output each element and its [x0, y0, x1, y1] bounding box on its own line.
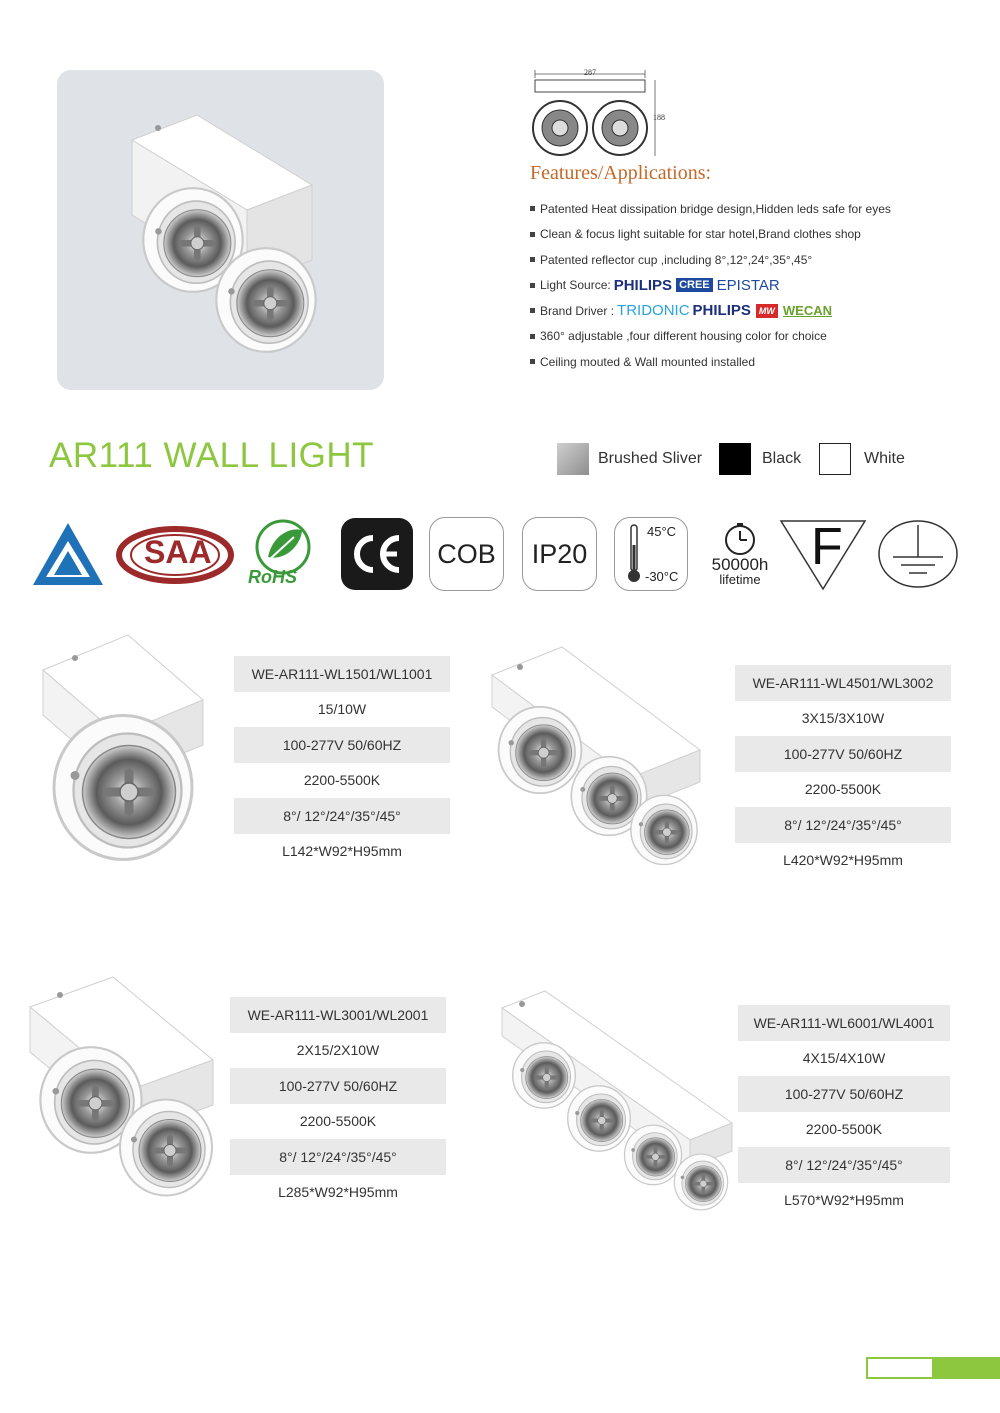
spec-cct: 2200-5500K: [804, 781, 882, 798]
feature-item: Ceiling mouted & Wall mounted installed: [530, 349, 980, 375]
temperature-badge: [614, 517, 688, 591]
page-tab-inner: [868, 1359, 932, 1377]
dim-width-label: 287: [584, 68, 596, 77]
tridonic-logo: TRIDONIC: [617, 302, 690, 320]
thermometer-icon: [624, 523, 644, 585]
product-title: AR111 WALL LIGHT: [49, 436, 375, 475]
meanwell-logo: MW: [756, 304, 778, 318]
dim-height-label: 188: [653, 113, 665, 122]
twin-wall-light-illustration: [57, 70, 384, 390]
swatch-brushed-silver: [557, 443, 589, 475]
feature-brand-driver: [530, 298, 980, 324]
spec-power: 2X15/2X10W: [296, 1042, 380, 1059]
rohs-leaf-icon: [244, 517, 322, 591]
feature-item: Patented Heat dissipation bridge design,Hidden leds safe for eyes: [530, 196, 980, 222]
lifetime-label: lifetime: [719, 571, 761, 587]
saa-text: SAA: [144, 534, 212, 570]
spec-table-4: [738, 1005, 950, 1218]
cree-logo: CREE: [676, 278, 713, 292]
spec-power: 15/10W: [317, 701, 367, 718]
swatch-label-black: Black: [762, 450, 802, 467]
lifetime-badge: [704, 517, 776, 591]
f-mark-text: F: [811, 518, 843, 576]
cob-badge: COB: [429, 517, 504, 591]
tuv-triangle-icon: [30, 517, 106, 591]
temp-high: 45°C: [647, 524, 677, 539]
spec-voltage: 100-277V 50/60HZ: [234, 727, 450, 763]
feature-item: Patented reflector cup ,including 8°,12°,24°,35°,45°: [530, 247, 980, 273]
spec-size: L570*W92*H95mm: [784, 1192, 904, 1209]
f-mark-icon: [779, 517, 867, 591]
features-list: [530, 196, 980, 375]
ip20-badge: IP20: [522, 517, 597, 591]
spec-size: L142*W92*H95mm: [282, 843, 402, 860]
lifetime-hours: 50000h: [711, 554, 769, 574]
spec-beam: 8°/ 12°/24°/35°/45°: [735, 807, 951, 843]
spec-model: WE-AR111-WL1501/WL1001: [234, 656, 450, 692]
spec-size: L420*W92*H95mm: [783, 852, 903, 869]
spec-table-3: [230, 997, 446, 1210]
saa-mark: [116, 517, 234, 591]
spec-voltage: 100-277V 50/60HZ: [735, 736, 951, 772]
dimension-drawing: [527, 66, 667, 162]
spec-model: WE-AR111-WL3001/WL2001: [230, 997, 446, 1033]
spec-beam: 8°/ 12°/24°/35°/45°: [230, 1139, 446, 1175]
swatch-label-silver: Brushed Sliver: [598, 450, 703, 467]
spec-table-2: [735, 665, 951, 878]
spec-voltage: 100-277V 50/60HZ: [230, 1068, 446, 1104]
epistar-logo: EPISTAR: [716, 276, 780, 294]
clock-icon: [720, 522, 760, 556]
spec-model: WE-AR111-WL4501/WL3002: [735, 665, 951, 701]
product-image-single: [38, 630, 208, 870]
rohs-text: RoHS: [248, 567, 297, 587]
wecan-logo: WECAN: [782, 303, 832, 319]
ground-symbol-icon: [877, 517, 959, 591]
spec-beam: 8°/ 12°/24°/35°/45°: [738, 1147, 950, 1183]
light-source-label: Light Source:: [540, 278, 611, 293]
spec-size: L285*W92*H95mm: [278, 1184, 398, 1201]
spec-cct: 2200-5500K: [299, 1113, 377, 1130]
feature-light-source: [530, 273, 980, 299]
temp-low: -30°C: [645, 569, 679, 584]
feature-item: Clean & focus light suitable for star hotel,Brand clothes shop: [530, 222, 980, 248]
product-image-quad: [500, 988, 735, 1218]
philips-logo: PHILIPS: [692, 302, 751, 320]
feature-item: 360° adjustable ,four different housing color for choice: [530, 324, 980, 350]
spec-voltage: 100-277V 50/60HZ: [738, 1076, 950, 1112]
product-image-triple: [490, 645, 705, 870]
spec-model: WE-AR111-WL6001/WL4001: [738, 1005, 950, 1041]
spec-power: 3X15/3X10W: [801, 710, 885, 727]
hero-product-image: [57, 70, 384, 390]
brand-driver-label: Brand Driver :: [540, 303, 615, 318]
product-image-double: [28, 975, 218, 1215]
features-title: Features/Applications:: [530, 162, 712, 184]
spec-cct: 2200-5500K: [303, 772, 381, 789]
spec-beam: 8°/ 12°/24°/35°/45°: [234, 798, 450, 834]
swatch-black: [719, 443, 751, 475]
philips-logo: PHILIPS: [613, 276, 673, 294]
ce-mark-icon: [341, 517, 413, 591]
swatch-label-white: White: [864, 450, 905, 467]
swatch-white: [819, 443, 851, 475]
spec-cct: 2200-5500K: [805, 1121, 883, 1138]
spec-table-1: [234, 656, 450, 869]
spec-power: 4X15/4X10W: [802, 1050, 886, 1067]
